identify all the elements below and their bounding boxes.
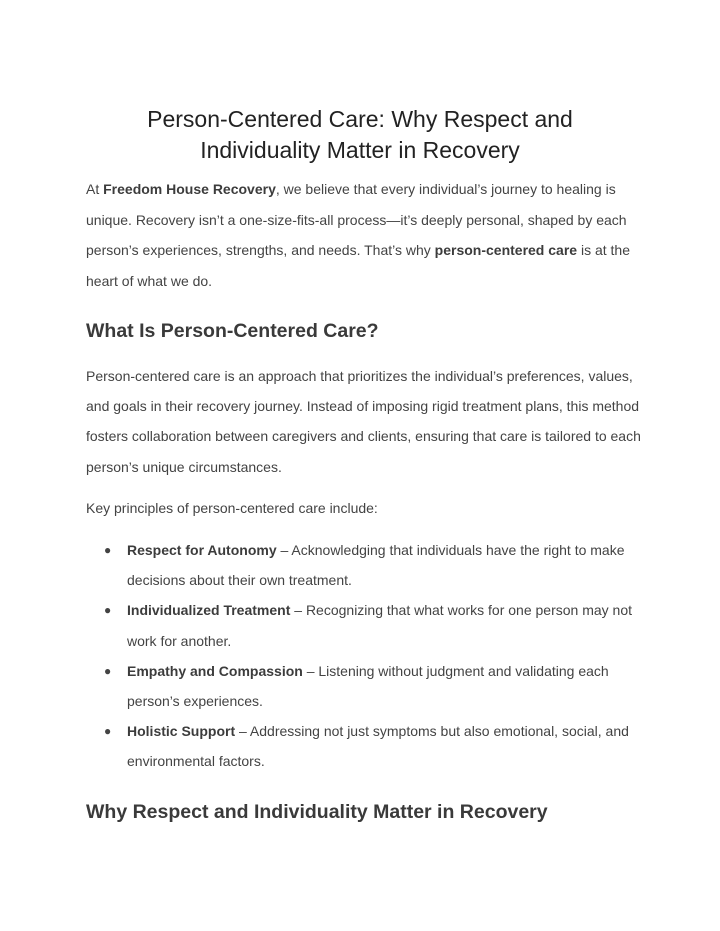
bullet-icon: ● (104, 543, 112, 557)
bullet-icon: ● (104, 663, 112, 678)
section1-paragraph: Person-centered care is an approach that prioritizes the individual’s preferences, values, and goals in their recovery journey. Instead of imposing rigid treatment plans, this method fosters collaboration between caregivers and clients, ensuring that care is tailored to each person’s unique circumstances. (86, 368, 641, 475)
intro-text-2: , we believe that every individual’s journey to healing is unique. Recovery isn’t a one-size-fits-all process—it’s deeply personal, shaped by each person’s experiences, strengths, and needs. That’s why (86, 181, 627, 258)
intro-paragraph (86, 174, 646, 296)
list-item (86, 716, 646, 776)
document-title: Person-Centered Care: Why Respect and Individuality Matter in Recovery (147, 106, 573, 163)
intro-text-3: is at the heart of what we do. (86, 242, 630, 289)
list-item-text: – Listening without judgment and validating each person’s experiences. (127, 662, 609, 710)
list-item-term: Respect for Autonomy (127, 542, 277, 558)
bullet-icon: ● (104, 603, 112, 618)
bullet-icon: ● (104, 724, 112, 739)
intro-text-1: At (86, 181, 104, 197)
list-item-text: – Acknowledging that individuals have the right to make decisions about their own treatment. (127, 542, 625, 589)
list-item (86, 656, 646, 716)
list-item-text: – Recognizing that what works for one person may not work for another. (127, 602, 633, 649)
list-item-term: Holistic Support (127, 723, 236, 740)
section-heading-what-is: What Is Person-Centered Care? (86, 320, 379, 342)
intro-bold-org: Freedom House Recovery (103, 181, 276, 197)
list-item (86, 535, 646, 595)
list-item-term: Individualized Treatment (127, 602, 291, 619)
list-item (86, 595, 646, 655)
list-item-term: Empathy and Compassion (127, 662, 303, 679)
list-item-text: – Addressing not just symptoms but also emotional, social, and environmental factors. (127, 723, 629, 770)
section-heading-why-respect: Why Respect and Individuality Matter in Recovery (86, 801, 548, 823)
intro-bold-term: person-centered care (434, 242, 578, 258)
principles-list (86, 535, 646, 777)
principles-intro: Key principles of person-centered care include: (86, 500, 378, 516)
